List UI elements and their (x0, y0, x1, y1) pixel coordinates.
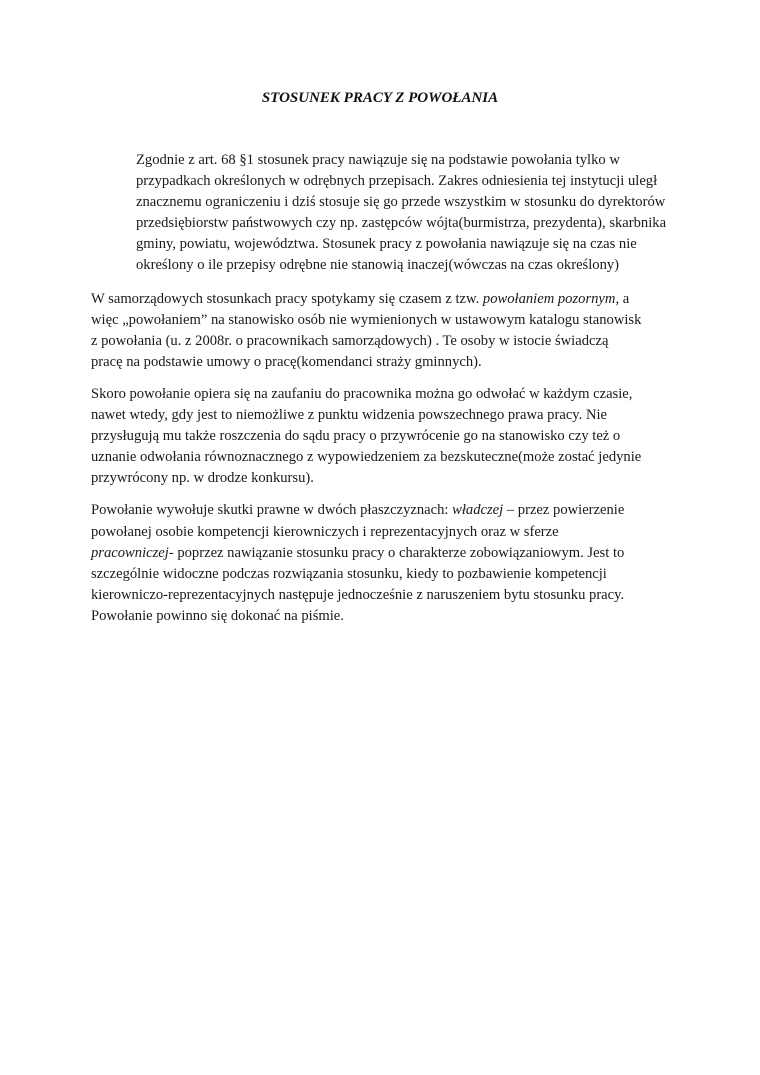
paragraph-2-line (91, 289, 671, 310)
paragraph-4-text: poprzez nawiązanie stosunku pracy o charakterze zobowiązaniowym. Jest to (173, 544, 625, 561)
paragraph-2-text: W samorządowych stosunkach pracy spotykamy się czasem z tzw. (91, 290, 483, 307)
paragraph-3-line: nawet wtedy, gdy jest to niemożliwe z punktu widzenia powszechnego prawa pracy. Nie (91, 407, 608, 424)
paragraph-4-line (91, 500, 671, 521)
paragraph-1-line: znacznemu ograniczeniu i dziś stosuje się go przede wszystkim w stosunku do dyrektorów (136, 194, 666, 211)
paragraph-2-emphasis: powołaniem pozornym (482, 290, 616, 307)
paragraph-1 (91, 150, 671, 277)
paragraph-2-line: więc „powołaniem” na stanowisko osób nie wymienionych w ustawowym katalogu stanowisk (91, 311, 642, 328)
paragraph-3 (91, 384, 671, 489)
paragraph-4-line: Powołanie powinno się dokonać na piśmie. (91, 607, 344, 624)
paragraph-4 (91, 500, 671, 627)
document-body (91, 150, 671, 638)
paragraph-4-line: powołanej osobie kompetencji kierowniczych i reprezentacyjnych oraz w sferze (91, 523, 559, 540)
paragraph-2 (91, 289, 671, 373)
paragraph-1-line: gminy, powiatu, województwa. Stosunek pracy z powołania nawiązuje się na czas nie (136, 236, 637, 253)
paragraph-4-line (91, 543, 671, 564)
paragraph-1-line: przedsiębiorstw państwowych czy np. zastępców wójta(burmistrza, prezydenta), skarbnika (136, 215, 667, 232)
paragraph-4-text: Powołanie wywołuje skutki prawne w dwóch płaszczyznach: (91, 502, 453, 519)
paragraph-3-line: przysługują mu także roszczenia do sądu pracy o przywrócenie go na stanowisko czy też o (91, 428, 621, 445)
paragraph-3-line: przywrócony np. w drodze konkursu). (91, 470, 314, 487)
paragraph-2-line: z powołania (u. z 2008r. o pracownikach samorządowych) . Te osoby w istocie świadczą (91, 332, 609, 349)
paragraph-4-line: kierowniczo-reprezentacyjnych następuje jednocześnie z naruszeniem bytu stosunku pracy. (91, 586, 625, 603)
paragraph-2-text: , a (615, 290, 630, 307)
paragraph-3-line: uznanie odwołania równoznacznego z wypowiedzeniem za bezskuteczne(może zostać jedynie (91, 449, 642, 466)
paragraph-4-text: – przez powierzenie (503, 502, 625, 519)
paragraph-1-line: przypadkach określonych w odrębnych przepisach. Zakres odniesienia tej instytucji uległ (136, 173, 658, 190)
paragraph-3-line: Skoro powołanie opiera się na zaufaniu do pracownika można go odwołać w każdym czasie, (91, 385, 633, 402)
document-title: STOSUNEK PRACY Z POWOŁANIA (261, 90, 499, 106)
paragraph-4-line: szczególnie widoczne podczas rozwiązania stosunku, kiedy to pozbawienie kompetencji (91, 565, 607, 582)
paragraph-4-emphasis: pracowniczej- (91, 544, 174, 561)
paragraph-1-line: określony o ile przepisy odrębne nie stanowią inaczej(wówczas na czas określony) (136, 257, 620, 274)
paragraph-1-line: Zgodnie z art. 68 §1 stosunek pracy nawiązuje się na podstawie powołania tylko w (136, 152, 620, 168)
paragraph-4-emphasis: władczej (452, 502, 504, 519)
paragraph-2-line: pracę na podstawie umowy o pracę(komendanci straży gminnych). (91, 353, 482, 370)
